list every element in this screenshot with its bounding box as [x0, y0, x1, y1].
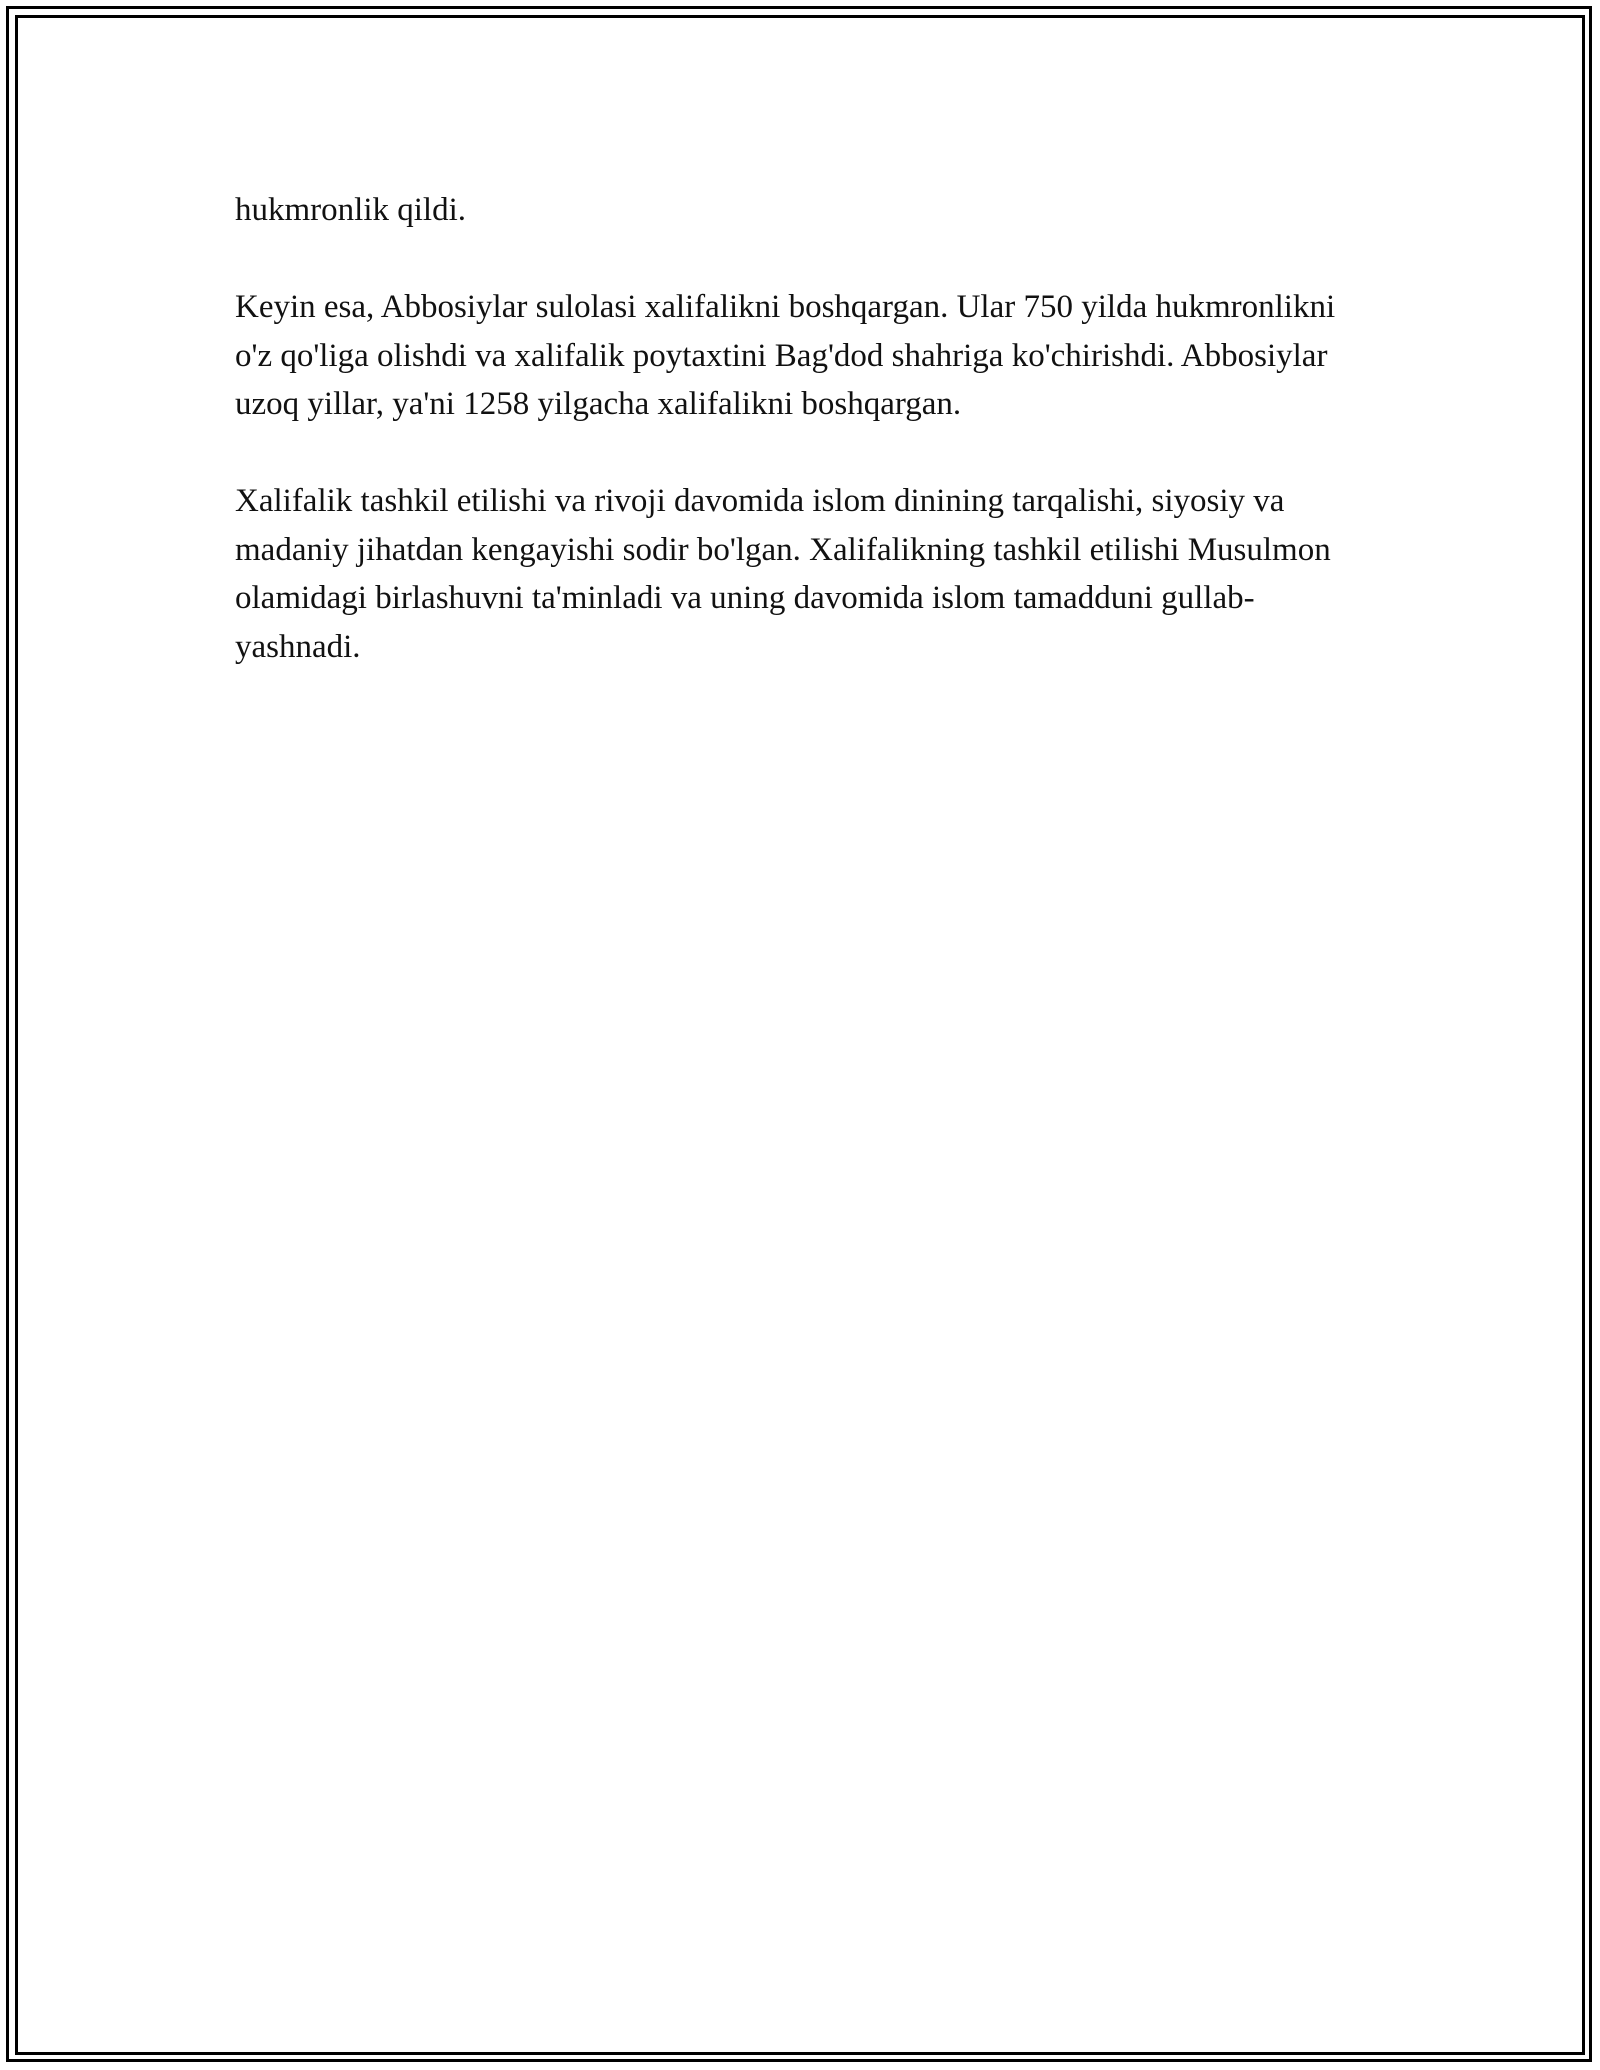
paragraph-abbasids: Keyin esa, Abbosiylar sulolasi xalifalikni boshqargan. Ular 750 yilda hukmronlikni o'z qo'liga olishdi va xalifalik poytaxtini Bag'dod shahriga ko'chirishdi. Abbosiylar uzoq yillar, ya'ni 1258 yilgacha xalifalikni boshqargan. — [235, 289, 1336, 422]
paragraph-caliphate-spread: Xalifalik tashkil etilishi va rivoji davomida islom dinining tarqalishi, siyosiy va madaniy jihatdan kengayishi sodir bo'lgan. Xalifalikning tashkil etilishi Musulmon olamidagi birlashuvni ta'minladi va uning davomida islom tamadduni gullab-yashnadi. — [235, 483, 1331, 665]
document-body — [235, 186, 1365, 720]
paragraph-continuation: hukmronlik qildi. — [235, 192, 466, 228]
